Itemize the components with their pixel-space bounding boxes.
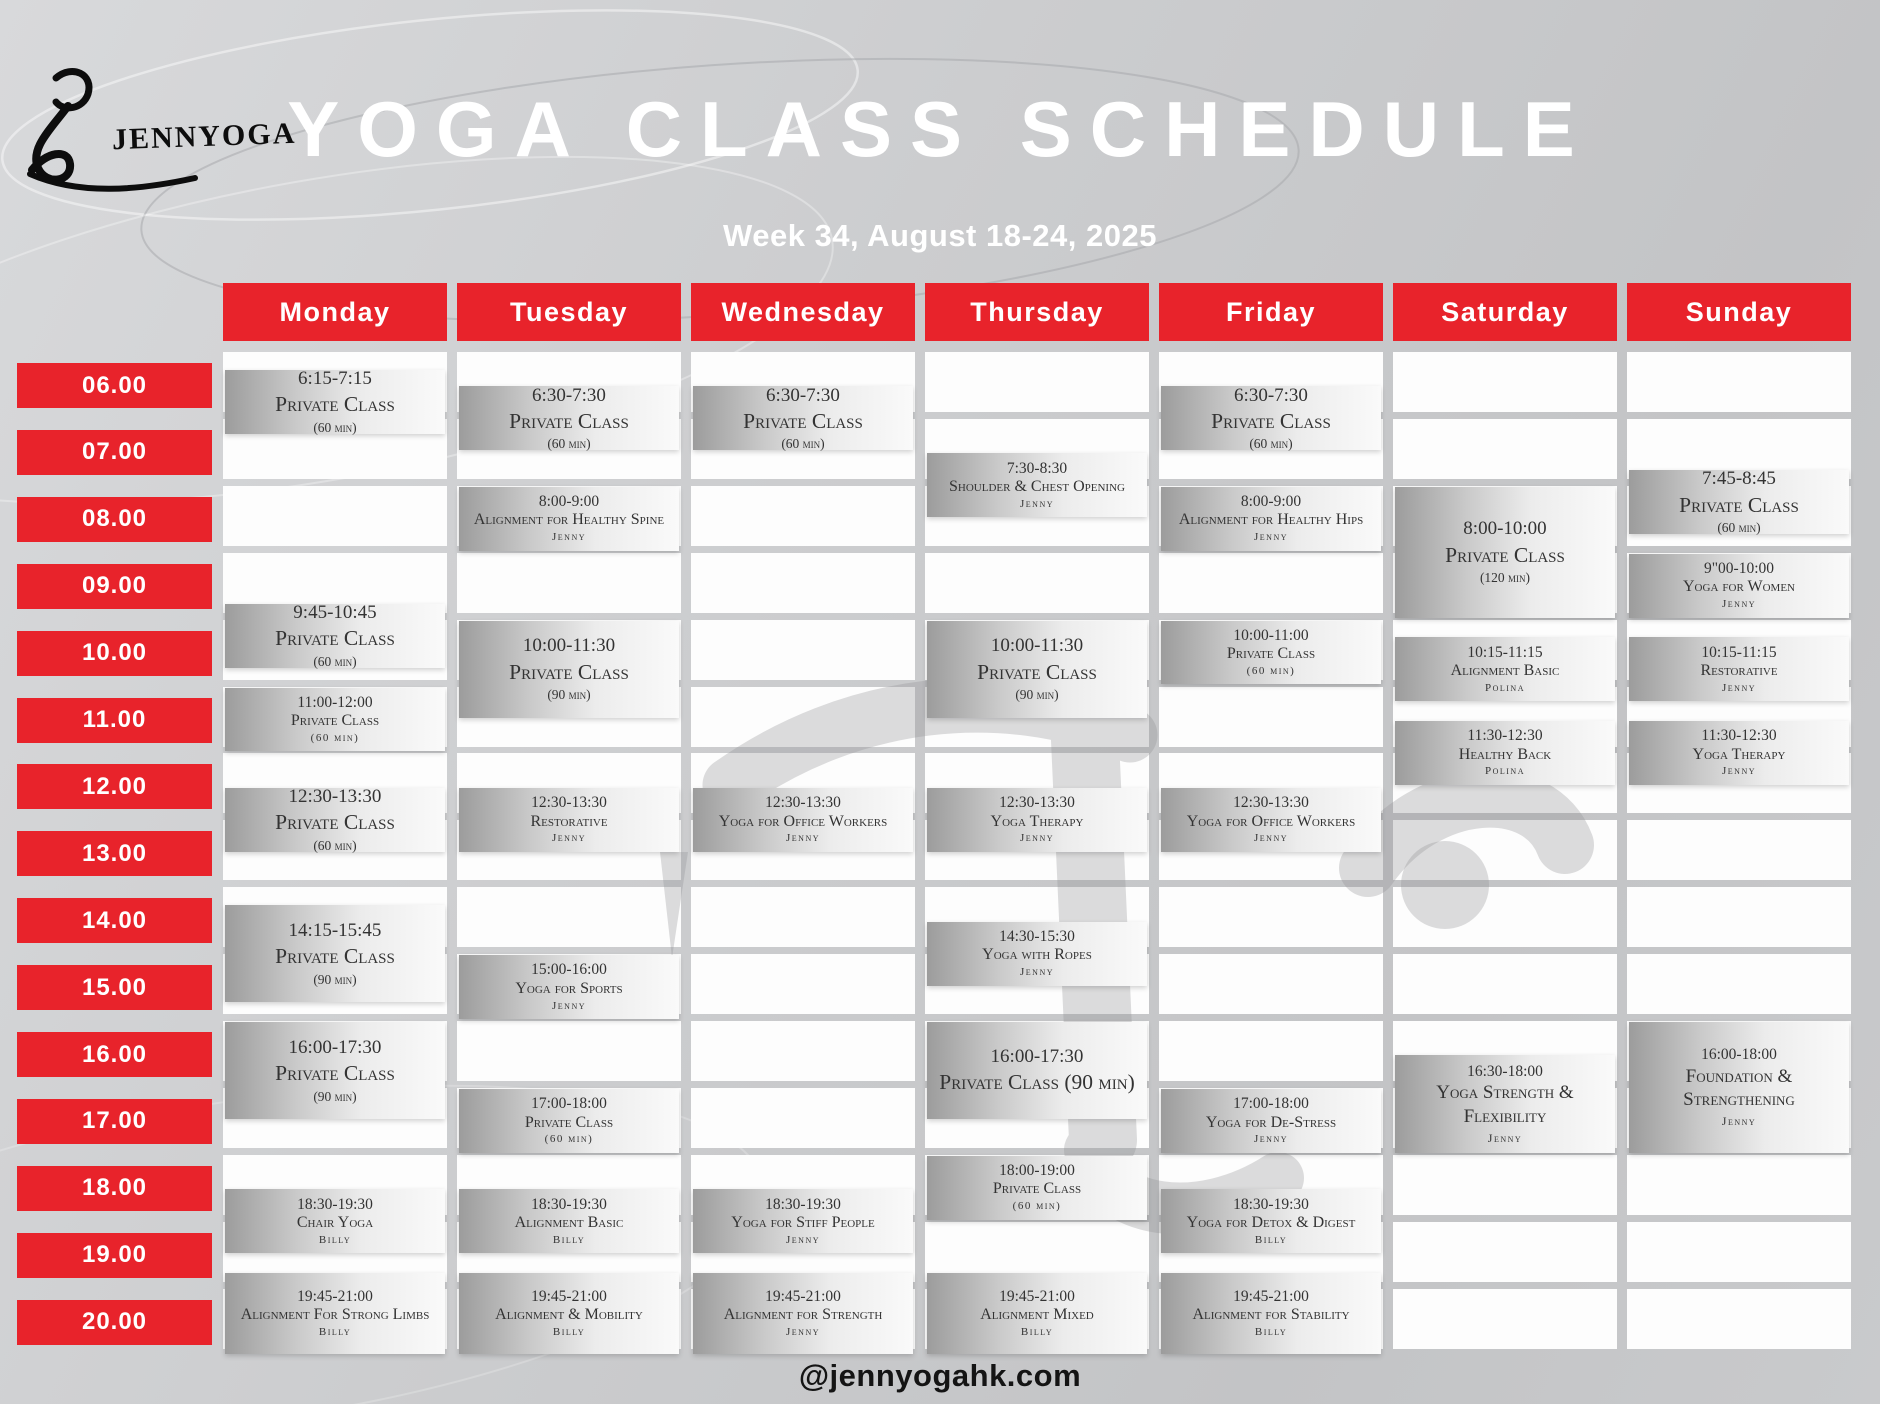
class-sub: (90 min) — [1015, 687, 1059, 703]
class-time: 9:45-10:45 — [293, 601, 377, 623]
class-sub: Billy — [552, 1233, 586, 1246]
class-block — [693, 1189, 913, 1253]
class-sub: Billy — [1020, 1325, 1054, 1338]
class-name: Alignment for Healthy Spine — [473, 511, 665, 529]
class-name: Private Class — [275, 626, 395, 651]
grid-cell — [1393, 1155, 1617, 1215]
class-time: 19:45-21:00 — [999, 1287, 1075, 1305]
class-block — [1395, 637, 1615, 701]
class-block — [1161, 1189, 1381, 1253]
class-name: Private Class — [743, 408, 863, 433]
class-block — [1395, 487, 1615, 618]
class-name: Foundation & Strengthening — [1683, 1065, 1795, 1111]
grid-cell — [1393, 887, 1617, 947]
day-header-wednesday: Wednesday — [691, 283, 915, 341]
class-time: 10:15-11:15 — [1467, 643, 1543, 661]
class-sub: Jenny — [552, 999, 586, 1012]
grid-cell — [1627, 352, 1851, 412]
time-label-15.00: 15.00 — [17, 965, 212, 1010]
grid-cell — [1393, 419, 1617, 479]
class-block — [1629, 554, 1849, 618]
page-title: YOGA CLASS SCHEDULE — [287, 85, 1593, 173]
class-block — [1629, 637, 1849, 701]
class-block — [1161, 386, 1381, 450]
class-sub: (60 min) — [781, 436, 825, 452]
class-name: Private Class — [275, 810, 395, 835]
class-time: 8:00-9:00 — [1240, 493, 1302, 511]
class-block — [927, 1022, 1147, 1119]
grid-cell — [1159, 553, 1383, 613]
class-time: 6:30-7:30 — [532, 384, 606, 406]
class-block — [459, 955, 679, 1019]
class-time: 10:00-11:30 — [522, 635, 616, 657]
grid-cell — [457, 1021, 681, 1081]
class-sub: (120 min) — [1479, 570, 1531, 586]
day-header-tuesday: Tuesday — [457, 283, 681, 341]
class-name: Healthy Back — [1458, 745, 1552, 763]
class-time: 10:00-11:00 — [1233, 626, 1309, 644]
class-sub: (60 min) — [313, 419, 357, 435]
class-sub: Jenny — [1254, 531, 1288, 544]
grid-cell — [1393, 820, 1617, 880]
class-name: Private Class — [1211, 408, 1331, 433]
class-time: 18:30-19:30 — [531, 1195, 607, 1213]
class-sub: (60 min) — [313, 653, 357, 669]
class-time: 11:30-12:30 — [1467, 727, 1543, 745]
class-time: 19:45-21:00 — [765, 1287, 841, 1305]
class-time: 16:00-17:30 — [288, 1036, 382, 1058]
class-time: 7:30-8:30 — [1006, 459, 1068, 477]
time-label-11.00: 11.00 — [17, 698, 212, 743]
class-name: Alignment for Healthy Hips — [1178, 511, 1364, 529]
grid-cell — [1159, 1021, 1383, 1081]
class-sub: Billy — [1254, 1233, 1288, 1246]
class-time: 18:30-19:30 — [297, 1195, 373, 1213]
time-label-13.00: 13.00 — [17, 831, 212, 876]
class-name: Alignment Basic — [1450, 661, 1560, 679]
class-time: 17:00-18:00 — [531, 1095, 607, 1113]
class-time: 12:30-13:30 — [999, 794, 1075, 812]
class-block — [225, 601, 445, 669]
class-sub: (60 min) — [310, 732, 360, 745]
class-block — [459, 788, 679, 852]
class-sub: (90 min) — [313, 971, 357, 987]
class-name: Alignment For Strong Limbs — [240, 1305, 430, 1323]
class-name: Yoga Strength & Flexibility — [1436, 1082, 1574, 1128]
time-label-14.00: 14.00 — [17, 898, 212, 943]
class-sub: (90 min) — [313, 1088, 357, 1104]
class-name: Alignment Mixed — [980, 1305, 1094, 1323]
class-name: Alignment & Mobility — [495, 1305, 643, 1323]
footer-handle: @jennyogahk.com — [798, 1358, 1082, 1393]
time-label-20.00: 20.00 — [17, 1300, 212, 1345]
class-block — [927, 922, 1147, 986]
grid-cell — [691, 887, 915, 947]
class-time: 18:30-19:30 — [1233, 1195, 1309, 1213]
grid-cell — [1393, 1222, 1617, 1282]
class-name: Yoga for Sports — [515, 979, 623, 997]
class-time: 16:30-18:00 — [1467, 1063, 1543, 1081]
grid-cell — [691, 1088, 915, 1148]
class-block — [927, 1273, 1147, 1354]
class-name: Alignment for Strength — [723, 1305, 883, 1323]
class-sub: Jenny — [786, 832, 820, 845]
grid-cell — [1159, 687, 1383, 747]
class-sub: (90 min) — [547, 687, 591, 703]
class-sub: (60 min) — [1249, 436, 1293, 452]
class-name: Private Class — [1226, 645, 1316, 663]
class-block — [1161, 487, 1381, 551]
time-label-07.00: 07.00 — [17, 430, 212, 475]
class-block — [459, 487, 679, 551]
class-block — [1629, 721, 1849, 785]
class-block — [1395, 721, 1615, 785]
grid-cell — [223, 486, 447, 546]
class-sub: Jenny — [786, 1325, 820, 1338]
class-name: Private Class — [1445, 542, 1565, 567]
grid-cell — [1627, 887, 1851, 947]
class-block — [927, 1156, 1147, 1220]
class-block — [693, 386, 913, 450]
time-label-19.00: 19.00 — [17, 1233, 212, 1278]
grid-cell — [1627, 1289, 1851, 1349]
class-block — [927, 621, 1147, 718]
class-name: Yoga for Women — [1683, 578, 1795, 596]
class-name: Private Class — [524, 1113, 614, 1131]
class-time: 12:30-13:30 — [288, 785, 382, 807]
class-name: Yoga for De-Stress — [1205, 1113, 1337, 1131]
class-block — [459, 386, 679, 450]
grid-cell — [1159, 954, 1383, 1014]
class-time: 14:15-15:45 — [288, 919, 382, 941]
time-label-09.00: 09.00 — [17, 564, 212, 609]
class-sub: Jenny — [786, 1233, 820, 1246]
class-time: 9"00-10:00 — [1703, 560, 1775, 578]
class-sub: Jenny — [1722, 681, 1756, 694]
class-sub: Polina — [1484, 681, 1525, 694]
class-time: 6:30-7:30 — [1234, 384, 1308, 406]
class-name: Private Class — [290, 712, 380, 730]
class-sub: Billy — [318, 1325, 352, 1338]
grid-cell — [925, 352, 1149, 412]
class-time: 18:30-19:30 — [765, 1195, 841, 1213]
day-header-monday: Monday — [223, 283, 447, 341]
grid-cell — [691, 486, 915, 546]
time-label-18.00: 18.00 — [17, 1166, 212, 1211]
class-time: 19:45-21:00 — [297, 1287, 373, 1305]
day-header-saturday: Saturday — [1393, 283, 1617, 341]
class-time: 6:15-7:15 — [298, 367, 372, 389]
class-block — [459, 1273, 679, 1354]
class-sub: (60 min) — [1717, 519, 1761, 535]
class-block — [1161, 621, 1381, 685]
class-name: Shoulder & Chest Opening — [949, 478, 1125, 495]
time-label-08.00: 08.00 — [17, 497, 212, 542]
class-sub: Jenny — [1487, 1130, 1523, 1145]
grid-cell — [1393, 954, 1617, 1014]
class-sub: Jenny — [1020, 497, 1054, 510]
class-time: 10:15-11:15 — [1701, 643, 1777, 661]
grid-cell — [691, 553, 915, 613]
class-block — [1161, 1089, 1381, 1153]
class-sub: Billy — [318, 1233, 352, 1246]
day-header-thursday: Thursday — [925, 283, 1149, 341]
class-time: 10:00-11:30 — [990, 635, 1084, 657]
class-time: 14:30-15:30 — [999, 928, 1075, 946]
class-block — [1629, 470, 1849, 534]
class-name: Private Class — [509, 659, 629, 684]
grid-cell — [691, 954, 915, 1014]
class-block — [225, 688, 445, 752]
day-header-sunday: Sunday — [1627, 283, 1851, 341]
class-sub: Jenny — [552, 531, 586, 544]
class-time: 17:00-18:00 — [1233, 1095, 1309, 1113]
grid-cell — [691, 687, 915, 747]
class-time: 12:30-13:30 — [1233, 794, 1309, 812]
class-block — [225, 905, 445, 1002]
time-label-17.00: 17.00 — [17, 1099, 212, 1144]
grid-cell — [1627, 820, 1851, 880]
time-label-12.00: 12.00 — [17, 764, 212, 809]
class-time: 18:00-19:00 — [999, 1162, 1075, 1180]
class-block — [225, 1189, 445, 1253]
week-subtitle: Week 34, August 18-24, 2025 — [723, 218, 1157, 253]
grid-cell — [1627, 1155, 1851, 1215]
class-block — [459, 1089, 679, 1153]
class-name: Private Class (90 min) — [939, 1070, 1135, 1095]
class-block — [1161, 788, 1381, 852]
class-name: Yoga Therapy — [1692, 745, 1786, 763]
class-time: 11:30-12:30 — [1701, 727, 1777, 745]
class-time: 16:00-18:00 — [1701, 1046, 1777, 1064]
class-name: Private Class — [992, 1180, 1082, 1198]
class-name: Yoga with Ropes — [982, 946, 1092, 964]
class-block — [693, 1273, 913, 1354]
class-sub: Jenny — [1722, 765, 1756, 778]
class-time: 8:00-10:00 — [1463, 518, 1547, 540]
time-label-10.00: 10.00 — [17, 631, 212, 676]
class-name: Private Class — [275, 1061, 395, 1086]
class-block — [225, 1022, 445, 1119]
bottom-strip — [0, 1404, 1880, 1414]
logo-text: JENNYOGA — [111, 116, 297, 157]
class-block — [927, 788, 1147, 852]
class-block — [1629, 1022, 1849, 1153]
class-name: Private Class — [977, 659, 1097, 684]
class-sub: (60 min) — [313, 837, 357, 853]
class-sub: (60 min) — [1246, 665, 1296, 678]
class-sub: (60 min) — [547, 436, 591, 452]
grid-cell — [1627, 1222, 1851, 1282]
class-sub: Jenny — [1254, 1133, 1288, 1146]
class-name: Private Class — [275, 392, 395, 417]
class-time: 12:30-13:30 — [765, 794, 841, 812]
class-name: Yoga for Office Workers — [718, 812, 888, 830]
class-sub: Jenny — [1722, 598, 1756, 611]
class-time: 19:45-21:00 — [531, 1287, 607, 1305]
class-time: 15:00-16:00 — [531, 961, 607, 979]
class-sub: (60 min) — [1012, 1200, 1062, 1213]
class-time: 16:00-17:30 — [990, 1045, 1084, 1067]
class-sub: Billy — [1254, 1325, 1288, 1338]
class-sub: Jenny — [1721, 1114, 1757, 1129]
grid-cell — [1159, 887, 1383, 947]
class-name: Restorative — [1700, 661, 1778, 679]
class-name: Private Class — [1679, 492, 1799, 517]
class-time: 19:45-21:00 — [1233, 1287, 1309, 1305]
class-block — [225, 367, 445, 435]
class-time: 6:30-7:30 — [766, 384, 840, 406]
class-sub: Jenny — [1254, 832, 1288, 845]
grid-cell — [1627, 954, 1851, 1014]
class-name: Private Class — [275, 944, 395, 969]
grid-cell — [1393, 352, 1617, 412]
class-block — [1161, 1273, 1381, 1354]
class-name: Restorative — [530, 812, 608, 830]
class-sub: (60 min) — [544, 1133, 594, 1146]
class-name: Yoga Therapy — [990, 812, 1084, 830]
class-time: 12:30-13:30 — [531, 794, 607, 812]
class-name: Alignment Basic — [514, 1213, 624, 1231]
class-name: Alignment for Stability — [1192, 1305, 1350, 1323]
class-name: Chair Yoga — [296, 1213, 374, 1231]
class-block — [225, 785, 445, 853]
class-block — [225, 1273, 445, 1354]
time-label-16.00: 16.00 — [17, 1032, 212, 1077]
class-block — [459, 621, 679, 718]
time-label-06.00: 06.00 — [17, 363, 212, 408]
class-block — [927, 453, 1147, 517]
day-header-friday: Friday — [1159, 283, 1383, 341]
grid-cell — [457, 887, 681, 947]
grid-cell — [1393, 1289, 1617, 1349]
class-sub: Polina — [1484, 765, 1525, 778]
class-time: 11:00-12:00 — [297, 693, 373, 711]
class-block — [459, 1189, 679, 1253]
class-sub: Jenny — [1020, 966, 1054, 979]
class-name: Private Class — [509, 408, 629, 433]
class-block — [693, 788, 913, 852]
class-time: 8:00-9:00 — [538, 493, 600, 511]
class-name: Yoga for Office Workers — [1186, 812, 1356, 830]
class-block — [1395, 1055, 1615, 1152]
class-sub: Jenny — [1020, 832, 1054, 845]
class-name: Yoga for Detox & Digest — [1186, 1213, 1356, 1231]
class-time: 7:45-8:45 — [1702, 468, 1776, 490]
class-name: Yoga for Stiff People — [731, 1213, 875, 1231]
grid-cell — [691, 1021, 915, 1081]
grid-cell — [691, 620, 915, 680]
grid-cell — [457, 553, 681, 613]
class-sub: Jenny — [552, 832, 586, 845]
class-sub: Billy — [552, 1325, 586, 1338]
grid-cell — [925, 553, 1149, 613]
